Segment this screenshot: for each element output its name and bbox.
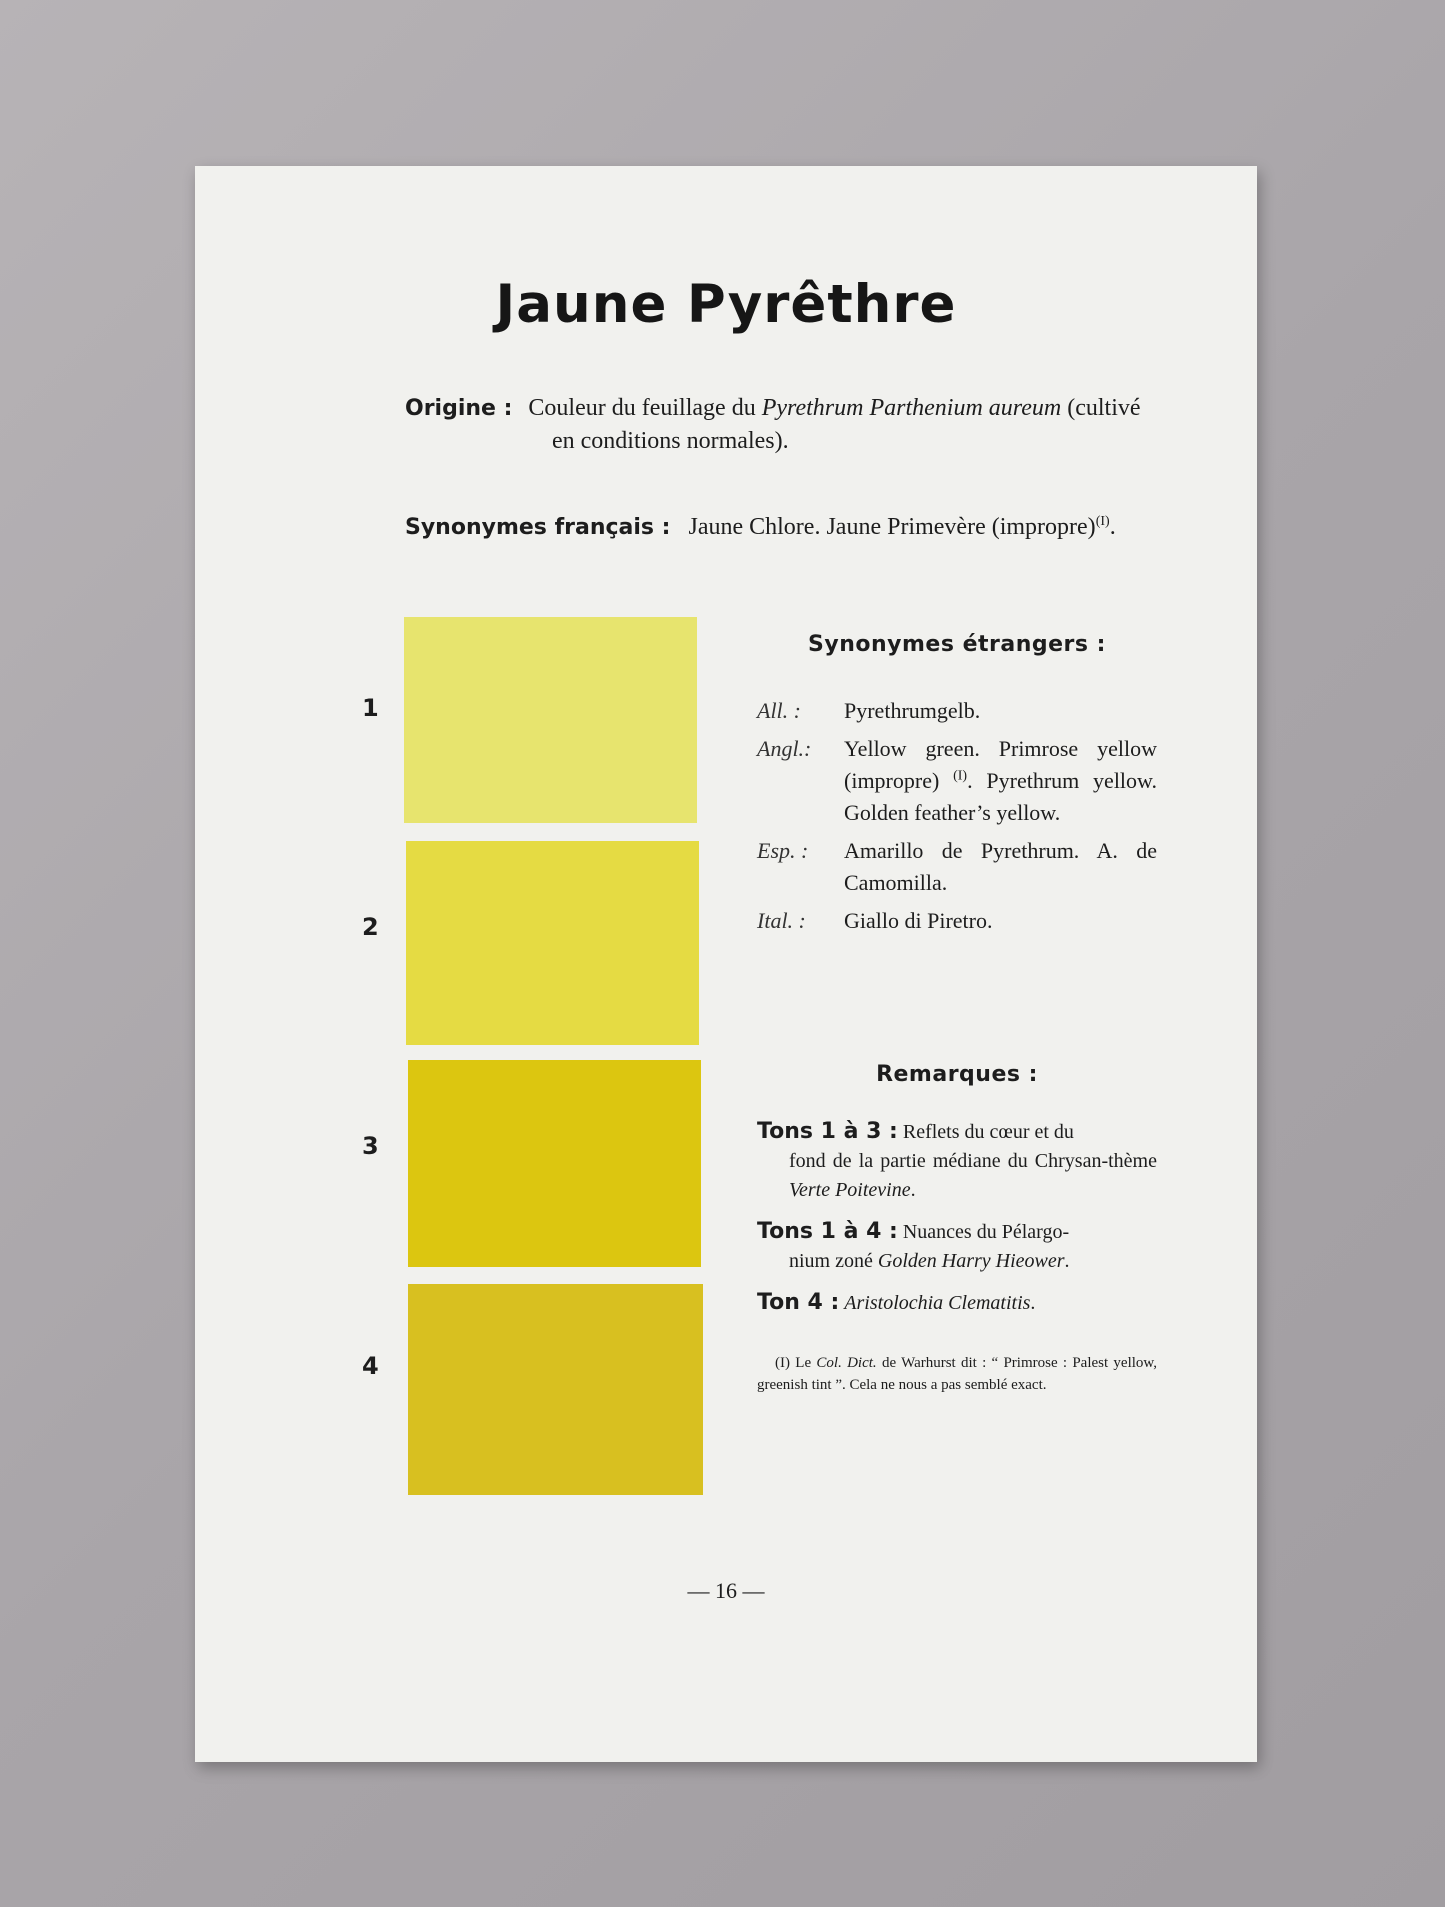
remark-text: nium zoné bbox=[789, 1250, 873, 1272]
synonym-value bbox=[844, 733, 1157, 829]
foreign-synonyms-heading: Synonymes étrangers : bbox=[808, 632, 1106, 657]
synonym-key: Ital. : bbox=[757, 908, 806, 933]
synonym-german bbox=[757, 695, 1157, 727]
page-title: Jaune Pyrêthre bbox=[495, 274, 957, 335]
remark-continuation bbox=[757, 1247, 1157, 1276]
remark-italic: Golden Harry Hieower bbox=[877, 1250, 1065, 1272]
synonym-key: Angl.: bbox=[757, 736, 812, 761]
french-synonyms-text: Jaune Chlore. Jaune Primevère (impropre) bbox=[688, 514, 1096, 540]
origin-text-line2: en conditions normales). bbox=[552, 428, 789, 454]
origin-text-before: Couleur du feuillage du bbox=[528, 395, 756, 421]
remark-text-end: . bbox=[910, 1179, 916, 1201]
remarks-heading: Remarques : bbox=[876, 1062, 1038, 1087]
origin-text-species: Pyrethrum Parthenium aureum bbox=[761, 395, 1062, 421]
color-swatch-4 bbox=[408, 1284, 703, 1495]
french-synonyms-end: . bbox=[1109, 514, 1116, 540]
remark-text-end: . bbox=[1030, 1292, 1036, 1314]
color-swatch-3 bbox=[408, 1060, 701, 1267]
origin-label: Origine : bbox=[405, 396, 513, 421]
remark-text-first: Nuances du Pélargo- bbox=[902, 1221, 1070, 1243]
foreign-synonyms-section bbox=[757, 632, 1157, 943]
french-synonyms-note-ref: (I) bbox=[1095, 514, 1110, 529]
synonym-spanish bbox=[757, 835, 1157, 899]
swatch-number-4: 4 bbox=[362, 1352, 379, 1380]
footnote bbox=[757, 1352, 1157, 1396]
remark-continuation bbox=[757, 1147, 1157, 1205]
synonym-value: Giallo di Piretro. bbox=[844, 908, 993, 933]
remark-item bbox=[757, 1288, 1157, 1318]
foreign-synonyms-list bbox=[757, 695, 1157, 937]
origin-paragraph bbox=[405, 392, 1175, 458]
synonym-key: All. : bbox=[757, 698, 801, 723]
synonym-value: Amarillo de Pyrethrum. A. de Camomilla. bbox=[844, 838, 1157, 895]
remark-text-first: Reflets du cœur et du bbox=[902, 1121, 1074, 1143]
remark-key: Ton 4 : bbox=[757, 1290, 840, 1315]
remark-item bbox=[757, 1117, 1157, 1205]
swatch-number-2: 2 bbox=[362, 913, 379, 941]
swatch-number-3: 3 bbox=[362, 1132, 379, 1160]
color-swatch-1 bbox=[404, 617, 697, 823]
remark-key: Tons 1 à 3 : bbox=[757, 1119, 898, 1144]
footnote-text-after: de Warhurst dit : “ Primrose : Palest yellow, greenish tint ”. Cela ne nous a pas semblé exact. bbox=[757, 1355, 1158, 1393]
french-synonyms bbox=[405, 514, 1185, 541]
remark-item bbox=[757, 1217, 1157, 1276]
synonym-value-after: . Pyrethrum yellow. Golden feather’s yellow. bbox=[844, 768, 1158, 825]
plate-page bbox=[195, 166, 1257, 1762]
page-number: — 16 — bbox=[687, 1578, 765, 1603]
synonym-value: Pyrethrumgelb. bbox=[844, 698, 981, 723]
synonym-key: Esp. : bbox=[757, 838, 809, 863]
swatch-number-1: 1 bbox=[362, 694, 379, 722]
remarks-section bbox=[757, 1062, 1157, 1396]
synonym-italian bbox=[757, 905, 1157, 937]
remark-text-end: . bbox=[1064, 1250, 1070, 1272]
footnote-text-before: Le bbox=[795, 1355, 812, 1371]
footnote-marker: (I) bbox=[775, 1355, 790, 1371]
origin-text-after: (cultivé bbox=[1067, 395, 1141, 421]
color-swatch-2 bbox=[406, 841, 699, 1045]
footnote-italic: Col. Dict. bbox=[816, 1355, 877, 1371]
remark-key: Tons 1 à 4 : bbox=[757, 1219, 898, 1244]
synonym-english bbox=[757, 733, 1157, 829]
remark-text: fond de la partie médiane du Chrysan-thème bbox=[789, 1150, 1157, 1172]
remarks-list bbox=[757, 1117, 1157, 1318]
synonym-value-before: Yellow green. Primrose yellow (impropre) bbox=[844, 736, 1157, 793]
french-synonyms-label: Synonymes français : bbox=[405, 515, 671, 540]
synonym-note-ref: (I) bbox=[953, 768, 968, 784]
remark-italic: Verte Poitevine bbox=[789, 1179, 911, 1201]
remark-italic: Aristolochia Clematitis bbox=[844, 1292, 1031, 1314]
